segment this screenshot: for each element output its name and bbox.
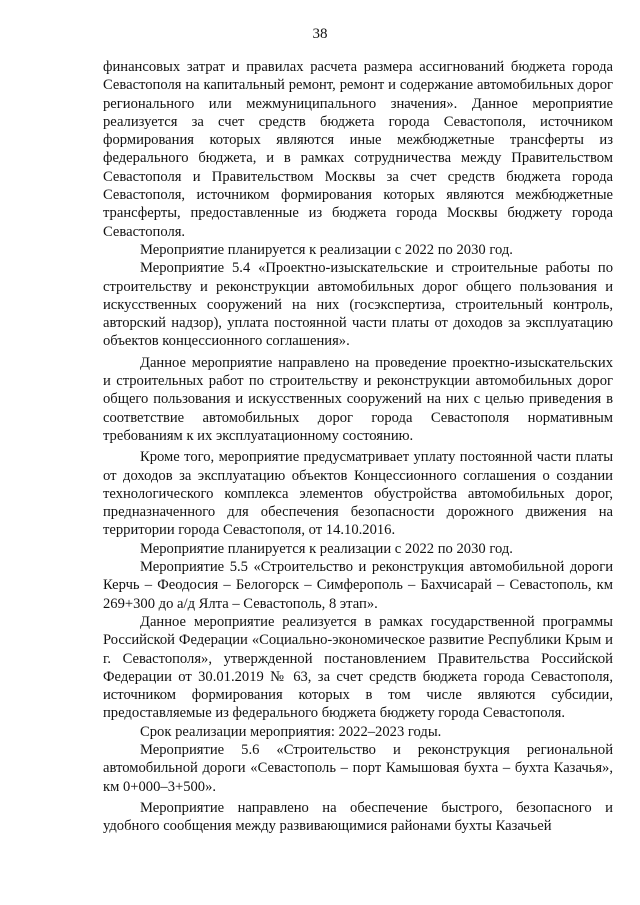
page-number: 38	[312, 26, 328, 42]
paragraph-measure-5-4-title: Мероприятие 5.4 «Проектно-изыскательские и строительные работы по строительству и реконструкции автомобильных дорог общего пользования и искусственных сооружений на них (госэкспертиза, строительный контроль, авторский надзор), уплата постоянной части платы от доходов за эксплуатацию объектов концессионного соглашения».	[103, 260, 613, 350]
paragraph-funding-sources: финансовых затрат и правилах расчета размера ассигнований бюджета города Севастополя на капитальный ремонт, ремонт и содержание автомобильных дорог регионального или межмуниципального значения». Данное мероприятие реализуется за счет средств бюджета города Севастополя, источником формирования которых являются иные межбюджетные трансферты из федерального бюджета, и в рамках сотрудничества между Правительством Севастополя и Правительством Москвы за счет средств бюджета города Севастополя, источником формирования которых являются межбюджетные трансферты, предоставленные из бюджета города Москвы бюджету города Севастополя.	[103, 59, 613, 240]
paragraph-measure-5-6-title: Мероприятие 5.6 «Строительство и реконструкция региональной автомобильной дороги «Севастополь – порт Камышовая бухта – бухта Казачья», км 0+000–3+500».	[103, 741, 613, 795]
body-text	[103, 58, 613, 835]
paragraph-measure-5-4-purpose: Данное мероприятие направлено на проведение проектно-изыскательских и строительных работ по строительству и реконструкции автомобильных дорог общего пользования и искусственных сооружений на них с целью приведения в соответствие автомобильных дорог города Севастополя нормативным требованиям к их эксплуатационному состоянию.	[103, 354, 613, 444]
paragraph-implementation-term: Срок реализации мероприятия: 2022–2023 годы.	[140, 723, 442, 740]
paragraph-implementation-period-2: Мероприятие планируется к реализации с 2022 по 2030 год.	[140, 540, 513, 557]
paragraph-measure-5-5-title: Мероприятие 5.5 «Строительство и реконструкция автомобильной дороги Керчь – Феодосия – Белогорск – Симферополь – Бахчисарай – Севастополь, км 269+300 до а/д Ялта – Севастополь, 8 этап».	[103, 559, 613, 612]
paragraph-measure-5-5-funding: Данное мероприятие реализуется в рамках государственной программы Российской Федерации «Социально-экономическое развитие Республики Крым и г. Севастополя», утвержденной постановлением Правительства Российской Федерации от 30.01.2019 № 63, за счет средств бюджета города Севастополя, источником формирования которых в том числе являются субсидии, предоставляемые из федерального бюджета бюджету города Севастополя.	[103, 613, 613, 722]
paragraph-measure-5-6-purpose: Мероприятие направлено на обеспечение быстрого, безопасного и удобного сообщения между развивающимися районами бухты Казачьей	[103, 799, 613, 835]
paragraph-implementation-period: Мероприятие планируется к реализации с 2022 по 2030 год.	[140, 241, 513, 258]
paragraph-concession-payment: Кроме того, мероприятие предусматривает уплату постоянной части платы от доходов за эксплуатацию объектов Концессионного соглашения о создании технологического комплекса элементов обустройства автомобильных дорог, предназначенного для обеспечения безопасности дорожного движения на территории города Севастополя, от 14.10.2016.	[103, 449, 613, 539]
